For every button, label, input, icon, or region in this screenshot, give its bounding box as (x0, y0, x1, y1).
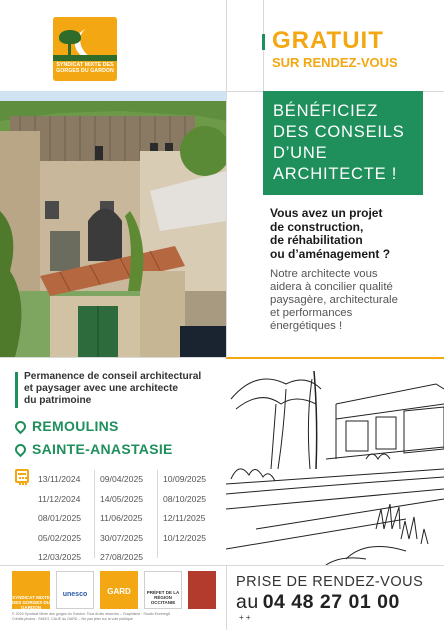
phone-prefix: au (236, 591, 259, 613)
logo-line-2: GORGES DU GARDON (56, 68, 114, 74)
advice-line-1: Notre architecte vous (270, 268, 378, 280)
map-pin-icon (13, 419, 29, 435)
date-item: 12/03/2025 (38, 552, 82, 562)
smgg-logo (53, 17, 117, 81)
location-sainte-anastasie (15, 441, 173, 457)
headline-box (263, 91, 423, 195)
legal-line-2: Crédits photos : SMGG, CAUE du GARD – Ne pas jeter sur la voie publique (12, 616, 133, 621)
headline-line-1: BÉNÉFICIEZ (273, 102, 379, 120)
headline-line-2: DES CONSEILS (273, 123, 405, 141)
advice-text (270, 268, 440, 333)
date-item: 11/12/2024 (38, 493, 81, 504)
location-label: REMOULINS (32, 418, 119, 434)
building-photo (0, 91, 226, 357)
calendar-icon (15, 469, 29, 483)
legal-line-1: © 2024 Syndicat Mixte des gorges du Gardon. Tous droits réservés – Graphisme : Studio Encéreg8 (12, 612, 170, 616)
project-line-1: Vous avez un projet (270, 206, 383, 220)
dates-column-2 (100, 470, 143, 568)
prefet-logo (144, 571, 182, 609)
project-line-2: de construction, (270, 219, 364, 234)
map-pin-icon (13, 442, 29, 458)
permanence-accent-bar (15, 372, 18, 408)
location-label: SAINTE-ANASTASIE (32, 441, 173, 457)
unesco-logo (56, 571, 94, 609)
date-item: 13/11/2024 (38, 474, 81, 484)
free-title: GRATUIT (272, 27, 384, 54)
header-accent-bar (262, 34, 265, 50)
gard-logo-text: GARD (107, 587, 131, 596)
smgg-footer-logo (12, 571, 50, 609)
permanence-line-1: Permanence de conseil architectural (24, 371, 202, 382)
location-remoulins (15, 418, 119, 434)
project-line-4: ou d’aménagement ? (270, 246, 391, 261)
date-item: 09/04/2025 (100, 474, 144, 484)
date-item: 08/10/2025 (163, 493, 207, 504)
logo-line-1: SYNDICAT MIXTE DES (56, 62, 114, 68)
footer-divider (0, 565, 444, 566)
smgg-footer-logo-text: SYNDICAT MIXTE DES GORGES DU GARDON (12, 595, 51, 610)
advice-line-5: énergétiques ! (270, 320, 343, 332)
dates-column-1 (38, 470, 81, 568)
phone-number (236, 591, 400, 614)
prefet-logo-text: PRÉFET DE LA RÉGION OCCITANIE (146, 590, 180, 605)
project-question (270, 207, 438, 261)
dates-divider (94, 470, 95, 558)
dates-divider (157, 470, 158, 558)
advice-line-3: paysagère, architecturale (270, 294, 398, 306)
project-line-3: de réhabilitation (270, 233, 363, 247)
appointment-heading: PRISE DE RENDEZ-VOUS (236, 574, 424, 590)
communaute-logo (188, 571, 216, 609)
date-item: 10/12/2025 (163, 532, 207, 543)
permanence-line-2: et paysager avec une architecte (24, 383, 179, 394)
advice-line-4: et performances (270, 307, 353, 319)
appointment-subtitle: SUR RENDEZ-VOUS (272, 55, 398, 70)
legal-text (12, 612, 217, 621)
permanence-line-3: du patrimoine (24, 395, 92, 406)
permanence-text (24, 371, 224, 407)
headline-line-3: D’UNE (273, 144, 328, 162)
unesco-logo-text: unesco (62, 591, 88, 598)
plus-marks: + + (239, 613, 251, 622)
date-item: 14/05/2025 (100, 493, 144, 504)
dates-column-3 (163, 470, 206, 548)
date-item: 11/06/2025 (100, 513, 143, 523)
headline-line-4: ARCHITECTE ! (273, 165, 398, 183)
date-item: 05/02/2025 (38, 532, 82, 543)
date-item: 12/11/2025 (163, 513, 206, 523)
architecture-sketch (226, 359, 444, 565)
divider-horizontal-mid (0, 357, 226, 358)
date-item: 27/08/2025 (100, 552, 144, 562)
date-item: 08/01/2025 (38, 513, 82, 523)
date-item: 10/09/2025 (163, 474, 207, 484)
phone-value[interactable]: 04 48 27 01 00 (262, 591, 400, 613)
date-item: 30/07/2025 (100, 532, 144, 543)
advice-line-2: aidera à concilier qualité (270, 281, 393, 293)
gard-logo (100, 571, 138, 609)
